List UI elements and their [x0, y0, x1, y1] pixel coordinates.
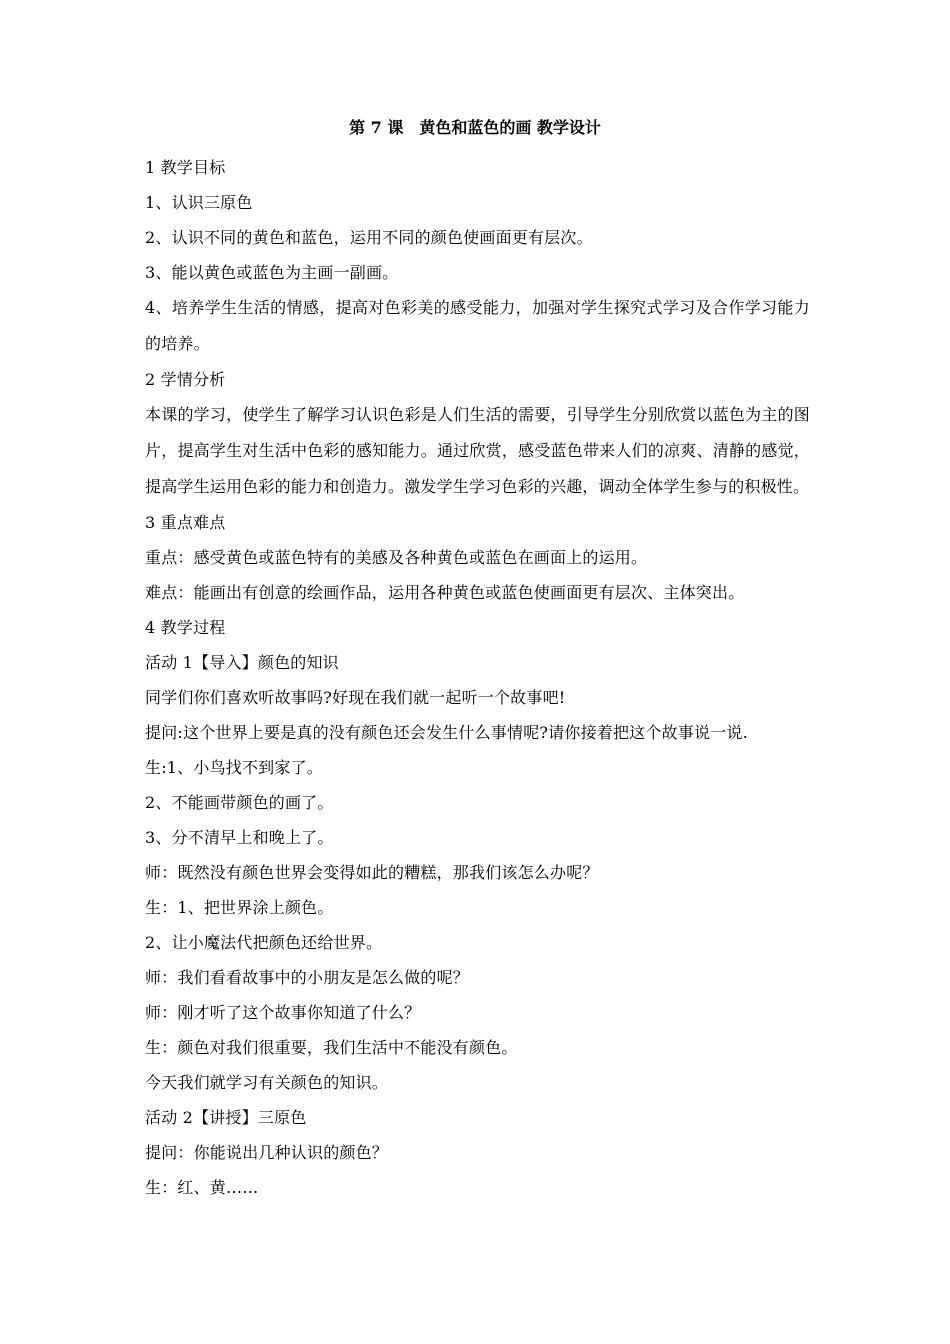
key-point: 重点：感受黄色或蓝色特有的美感及各种黄色或蓝色在画面上的运用。	[145, 548, 648, 567]
process-line: 提问:这个世界上要是真的没有颜色还会发生什么事情呢?请你接着把这个故事说一说.	[145, 723, 748, 742]
process-line: 活动 2【讲授】三原色	[145, 1108, 307, 1127]
process-line: 师：既然没有颜色世界会变得如此的糟糕，那我们该怎么办呢？	[145, 863, 599, 882]
section-heading-process: 4 教学过程	[145, 618, 226, 637]
section-heading-analysis: 2 学情分析	[145, 370, 226, 389]
process-line: 同学们你们喜欢听故事吗?好现在我们就一起听一个故事吧!	[145, 688, 566, 707]
process-line: 师：刚才听了这个故事你知道了什么？	[145, 1003, 421, 1022]
process-line: 师：我们看看故事中的小朋友是怎么做的呢？	[145, 968, 470, 987]
objective-item: 4、培养学生生活的情感，提高对色彩美的感受能力，加强对学生探究式学习及合作学习能力的培养。	[145, 298, 810, 353]
process-line: 提问：你能说出几种认识的颜色？	[145, 1143, 389, 1162]
objective-item: 2、认识不同的黄色和蓝色，运用不同的颜色使画面更有层次。	[145, 228, 593, 247]
process-line: 生：颜色对我们很重要，我们生活中不能没有颜色。	[145, 1038, 518, 1057]
process-line: 生:1、小鸟找不到家了。	[145, 758, 323, 777]
section-heading-key-points: 3 重点难点	[145, 513, 226, 532]
objective-item: 1、认识三原色	[145, 193, 253, 212]
process-line: 今天我们就学习有关颜色的知识。	[145, 1073, 389, 1092]
difficult-point: 难点：能画出有创意的绘画作品，运用各种黄色或蓝色使画面更有层次、主体突出。	[145, 583, 745, 602]
process-line: 生：1、把世界涂上颜色。	[145, 898, 334, 917]
analysis-paragraph: 本课的学习，使学生了解学习认识色彩是人们生活的需要，引导学生分别欣赏以蓝色为主的图片，提高学生对生活中色彩的感知能力。通过欣赏，感受蓝色带来人们的凉爽、清静的感觉，提高学生运用色彩的能力和创造力。激发学生学习色彩的兴趣，调动全体学生参与的积极性。	[145, 405, 810, 496]
process-line: 3、分不清早上和晚上了。	[145, 828, 334, 847]
document-body	[145, 150, 810, 1205]
process-line: 生：红、黄……	[145, 1178, 259, 1197]
document-title: 第 7 课 黄色和蓝色的画 教学设计	[349, 118, 601, 137]
objective-item: 3、能以黄色或蓝色为主画一副画。	[145, 263, 399, 282]
section-heading-objectives: 1 教学目标	[145, 158, 226, 177]
process-line: 活动 1【导入】颜色的知识	[145, 653, 339, 672]
process-line: 2、不能画带颜色的画了。	[145, 793, 334, 812]
process-line: 2、让小魔法代把颜色还给世界。	[145, 933, 383, 952]
